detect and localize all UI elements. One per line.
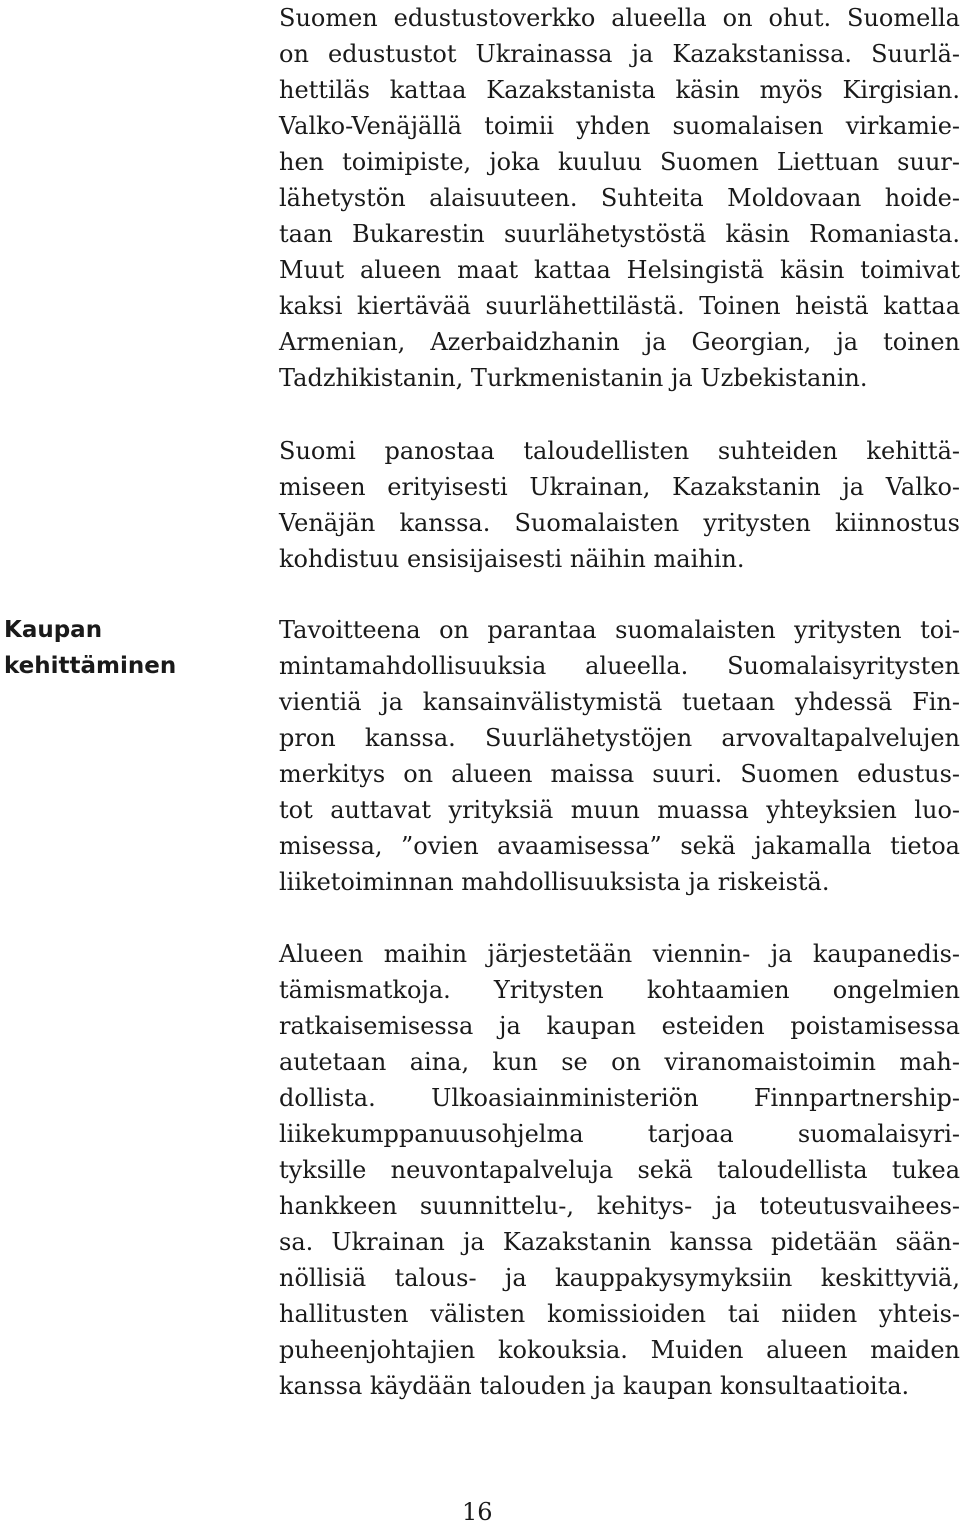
text-line: tämismatkoja. Yritysten kohtaamien ongelmien: [279, 976, 960, 1004]
text-line: liiketoiminnan mahdollisuuksista ja riskeistä.: [279, 868, 830, 896]
text-line: mintamahdollisuuksia alueella. Suomalaisyritysten: [279, 652, 960, 680]
paragraph-export-promotion: [279, 936, 960, 1404]
section-heading: [4, 612, 214, 684]
text-line: ratkaisemisessa ja kaupan esteiden poistamisessa: [279, 1012, 960, 1040]
text-line: Tavoitteena on parantaa suomalaisten yritysten toi-: [279, 616, 960, 644]
section-heading-line-1: Kaupan: [4, 617, 103, 643]
text-line: merkitys on alueen maissa suuri. Suomen edustus-: [279, 760, 960, 788]
text-line: lähetystön alaisuuteen. Suhteita Moldovaan hoide-: [279, 184, 960, 212]
text-line: Suomen edustustoverkko alueella on ohut. Suomella: [279, 4, 960, 32]
text-line: hallitusten välisten komissioiden tai niiden yhteis-: [279, 1300, 960, 1328]
text-line: kanssa käydään talouden ja kaupan konsultaatioita.: [279, 1372, 910, 1400]
text-line: sa. Ukrainan ja Kazakstanin kanssa pidetään sään-: [279, 1228, 960, 1256]
paragraph-trade-goals: [279, 612, 960, 900]
page-number: 16: [462, 1498, 493, 1526]
text-line: hettiläs kattaa Kazakstanista käsin myös Kirgisian.: [279, 76, 960, 104]
text-line: misessa, ”ovien avaamisessa” sekä jakamalla tietoa: [279, 832, 960, 860]
text-line: miseen erityisesti Ukrainan, Kazakstanin ja Valko-: [279, 473, 960, 501]
paragraph-representation-network: [279, 0, 960, 396]
paragraph-economic-relations: [279, 433, 960, 577]
text-line: dollista. Ulkoasiainministeriön Finnpartnership-: [279, 1084, 960, 1112]
text-line: puheenjohtajien kokouksia. Muiden alueen maiden: [279, 1336, 960, 1364]
text-line: tot auttavat yrityksiä muun muassa yhteyksien luo-: [279, 796, 960, 824]
text-line: Muut alueen maat kattaa Helsingistä käsin toimivat: [279, 256, 960, 284]
text-line: Tadzhikistanin, Turkmenistanin ja Uzbekistanin.: [279, 364, 868, 392]
text-line: taan Bukarestin suurlähetystöstä käsin Romaniasta.: [279, 220, 960, 248]
text-line: on edustustot Ukrainassa ja Kazakstanissa. Suurlä-: [279, 40, 960, 68]
text-line: vientiä ja kansainvälistymistä tuetaan yhdessä Fin-: [279, 688, 960, 716]
text-line: hankkeen suunnittelu-, kehitys- ja toteutusvaihees-: [279, 1192, 960, 1220]
text-line: pron kanssa. Suurlähetystöjen arvovaltapalvelujen: [279, 724, 960, 752]
text-line: Armenian, Azerbaidzhanin ja Georgian, ja toinen: [279, 328, 960, 356]
text-line: liikekumppanuusohjelma tarjoaa suomalaisyri-: [279, 1120, 960, 1148]
text-line: kaksi kiertävää suurlähettilästä. Toinen heistä kattaa: [279, 292, 960, 320]
text-line: Valko-Venäjällä toimii yhden suomalaisen virkamie-: [279, 112, 960, 140]
text-line: Suomi panostaa taloudellisten suhteiden kehittä-: [279, 437, 960, 465]
section-heading-line-2: kehittäminen: [4, 653, 177, 679]
text-line: Alueen maihin järjestetään viennin- ja kaupanedis-: [279, 940, 960, 968]
text-line: Venäjän kanssa. Suomalaisten yritysten kiinnostus: [279, 509, 960, 537]
text-line: hen toimipiste, joka kuuluu Suomen Liettuan suur-: [279, 148, 960, 176]
text-line: tyksille neuvontapalveluja sekä taloudellista tukea: [279, 1156, 960, 1184]
text-line: nöllisiä talous- ja kauppakysymyksiin keskittyviä,: [279, 1264, 960, 1292]
text-line: kohdistuu ensisijaisesti näihin maihin.: [279, 545, 745, 573]
text-line: autetaan aina, kun se on viranomaistoimin mah-: [279, 1048, 960, 1076]
